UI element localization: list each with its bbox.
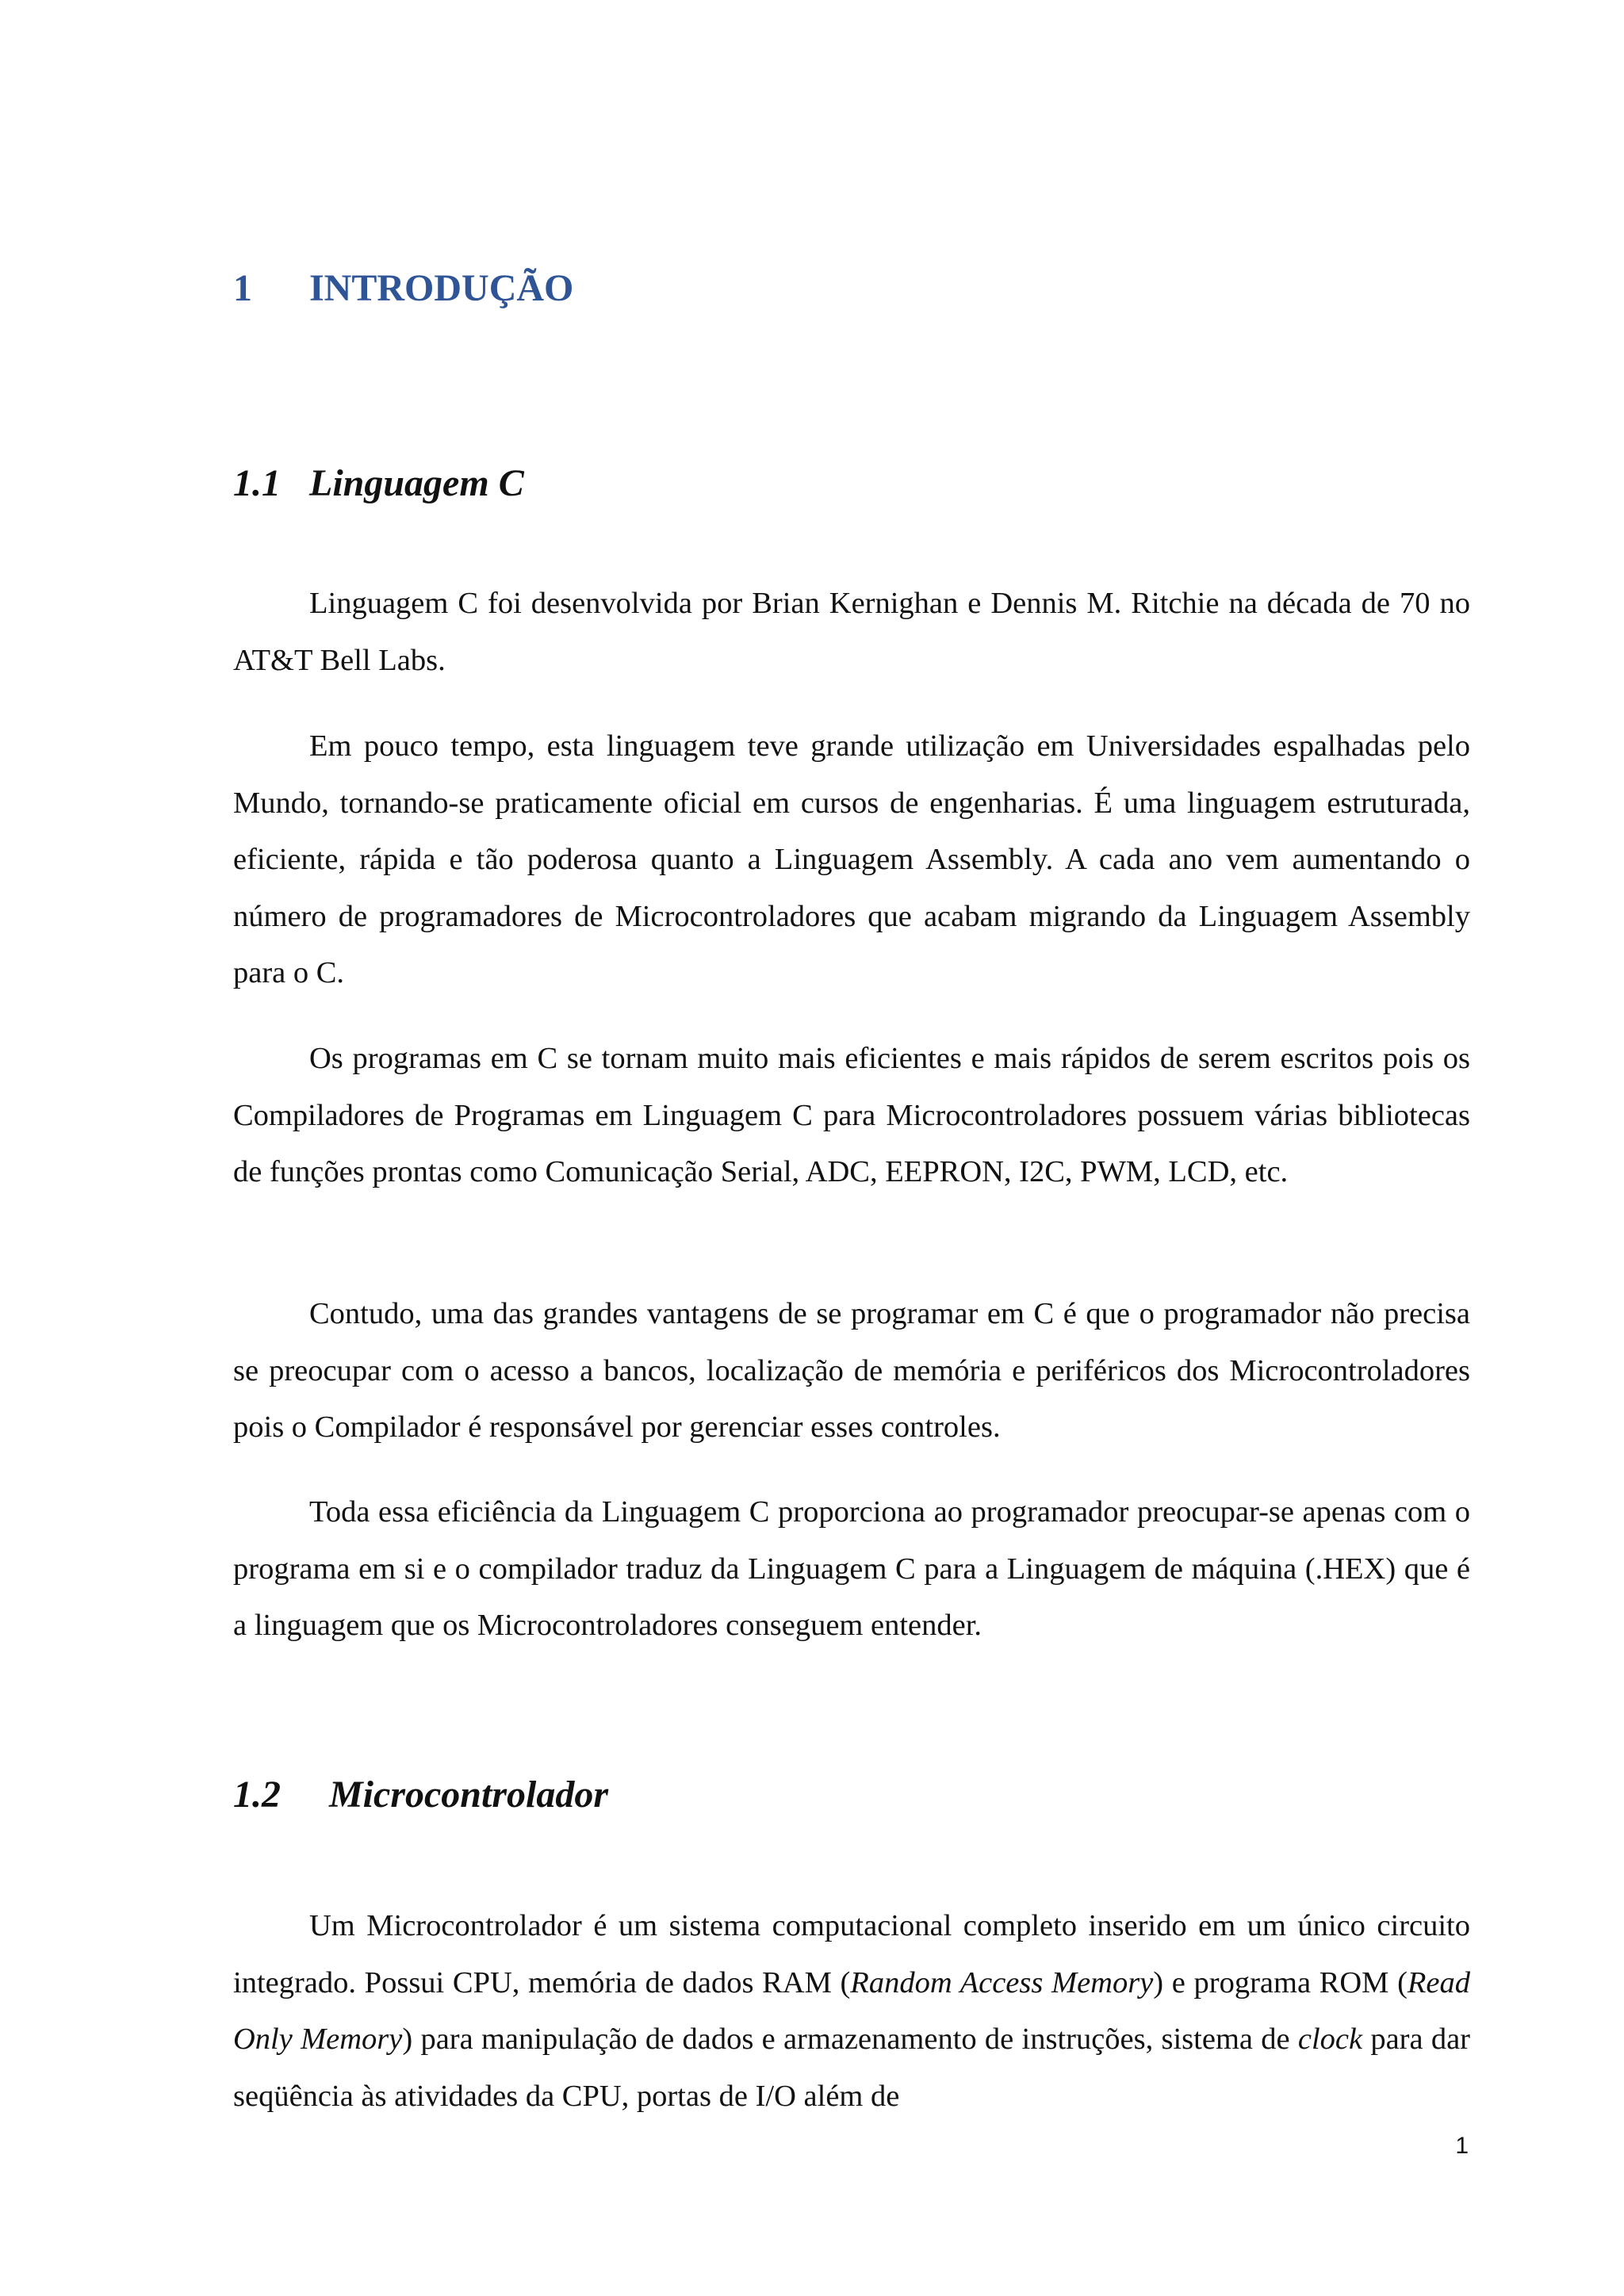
section-number: 1.1 xyxy=(233,462,281,504)
chapter-heading xyxy=(233,266,573,310)
paragraph: Os programas em C se tornam muito mais eficientes e mais rápidos de serem escritos pois os Compiladores de Programas em Linguagem C para Microcontroladores possuem várias bibliotecas de funções prontas como Comunicação Serial, ADC, EEPRON, I2C, PWM, LCD, etc. xyxy=(233,1042,1470,1188)
text-run: ) e programa ROM ( xyxy=(1153,1965,1408,1999)
paragraph: Contudo, uma das grandes vantagens de se programar em C é que o programador não precisa se preocupar com o acesso a bancos, localização de memória e periféricos dos Microcontroladores pois o Compilador é responsável por gerenciar esses controles. xyxy=(233,1297,1470,1444)
chapter-title: INTRODUÇÃO xyxy=(309,267,574,309)
italic-term: Read Only Memory xyxy=(233,1965,1471,2056)
chapter-number: 1 xyxy=(233,267,252,309)
italic-term: clock xyxy=(1297,2022,1363,2056)
section-title: Linguagem C xyxy=(309,462,524,504)
text-run: para dar seqüência às atividades da CPU, portas de I/O além de xyxy=(233,2022,1471,2113)
paragraph: Linguagem C foi desenvolvida por Brian Kernighan e Dennis M. Ritchie na década de 70 no AT&T Bell Labs. xyxy=(233,587,1470,677)
microcontroller-paragraph xyxy=(233,1898,1470,2125)
text-run: ) para manipulação de dados e armazenamento de instruções, sistema de xyxy=(402,2022,1298,2056)
text-run: Um Microcontrolador é um sistema computacional completo inserido em um único circuito integrado. Possui CPU, memória de dados RAM ( xyxy=(233,1909,1470,1999)
section-title: Microcontrolador xyxy=(329,1774,609,1816)
italic-term: Random Access Memory xyxy=(850,1965,1154,1999)
section-heading-1-1 xyxy=(233,461,524,505)
section-number: 1.2 xyxy=(233,1774,281,1816)
paragraph: Em pouco tempo, esta linguagem teve grande utilização em Universidades espalhadas pelo Mundo, tornando-se praticamente oficial em cursos de engenharias. É uma linguagem estruturada, eficiente, rápida e tão poderosa quanto a Linguagem Assembly. A cada ano vem aumentando o número de programadores de Microcontroladores que acabam migrando da Linguagem Assembly para o C. xyxy=(233,729,1470,989)
page-number: 1 xyxy=(1455,2133,1469,2159)
section-heading-1-2 xyxy=(233,1773,608,1816)
paragraph: Toda essa eficiência da Linguagem C proporciona ao programador preocupar-se apenas com o programa em si e o compilador traduz da Linguagem C para a Linguagem de máquina (.HEX) que é a linguagem que os Microcontroladores conseguem entender. xyxy=(233,1495,1470,1642)
